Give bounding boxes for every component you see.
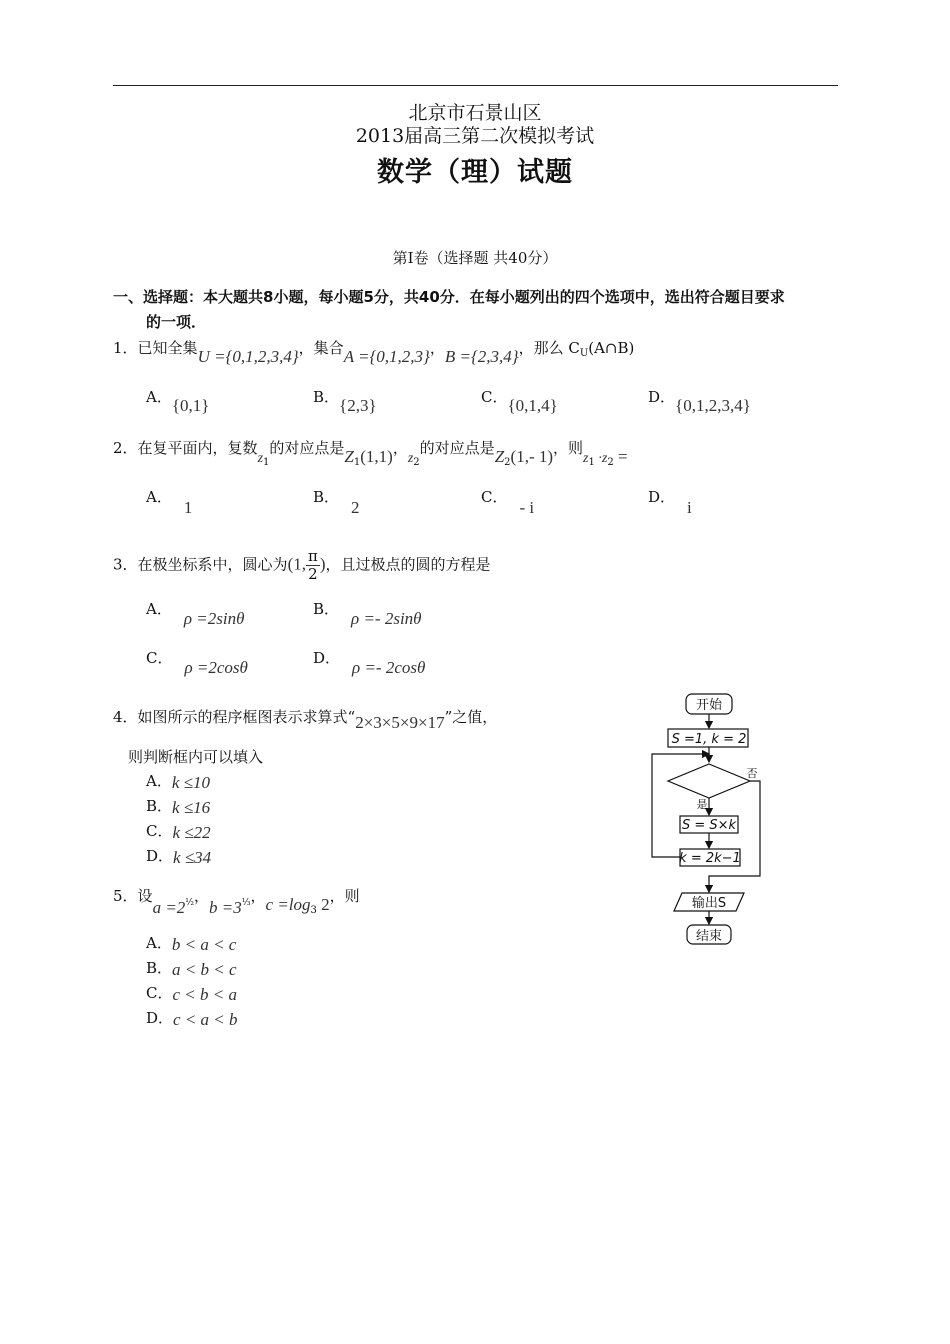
option-b: B．{2,3} <box>313 388 377 415</box>
flowchart-output-label: 输出S <box>691 896 727 911</box>
page-title: 数学（理）试题 <box>377 157 573 188</box>
flowchart-yes-label: 是 <box>696 798 708 811</box>
question-4: 4．如图所示的程序框图表示求算式“2×3×5×9×17”之值， <box>113 708 498 732</box>
fraction-pi-over-2: $\frac{\pi}{2}$ <box>307 547 318 583</box>
flowchart <box>640 688 775 953</box>
flowchart-init-label: S =1, k = 2 <box>671 732 747 747</box>
header-exam: 2013届高三第二次模拟考试 <box>355 125 595 147</box>
option-d: D．k ≤34 <box>146 847 212 867</box>
instruction-line-2: 的一项． <box>146 313 207 331</box>
option-d: D．{0,1,2,3,4} <box>648 388 751 415</box>
header-region: 北京市石景山区 <box>408 102 542 124</box>
section-title: 第Ⅰ卷（选择题 共40分） <box>392 249 558 267</box>
formula-universal-set: U ={0,1,2,3,4} <box>197 347 299 366</box>
question-number: 5． <box>113 887 138 905</box>
option-a: A．b < a < c <box>146 934 237 954</box>
question-2: 2．在复平面内，复数$z_1$的对应点是$Z_1(1,1)$，$z_2$的对应点是$Z_2(1,-$ 1)，则$z_1 \cdot z_2$ = <box>113 439 628 468</box>
option-b: B． ρ =- 2sinθ <box>313 600 422 628</box>
option-a: A．1 <box>146 488 193 517</box>
option-b: B．k ≤16 <box>146 797 211 817</box>
top-rule <box>113 85 838 86</box>
option-a: A．{0,1} <box>146 388 210 415</box>
question-number: 2． <box>113 439 138 457</box>
flowchart-decision <box>668 764 750 798</box>
flowchart-update-s-label: S = S×k <box>681 818 737 833</box>
flowchart-no-label: 否 <box>746 767 758 780</box>
option-c: C．- i <box>481 488 535 517</box>
question-number: 3． <box>113 555 138 574</box>
formula-set-b: B ={2,3,4} <box>444 347 519 366</box>
option-d: D．i <box>648 488 692 517</box>
option-a: A．k ≤10 <box>146 772 210 792</box>
question-number: 4． <box>113 708 138 726</box>
flowchart-start-label: 开始 <box>695 698 723 713</box>
flowchart-end-label: 结束 <box>695 929 723 944</box>
option-b: B．a < b < c <box>146 959 237 979</box>
option-c: C．c < b < a <box>146 984 237 1004</box>
option-a: A． ρ =2sinθ <box>146 600 245 628</box>
question-number: 1． <box>113 339 138 357</box>
option-d: D． ρ =- 2cosθ <box>313 649 426 677</box>
flowchart-update-k-label: k = 2k−1 <box>679 851 741 866</box>
option-c: C． ρ =2cosθ <box>146 649 248 677</box>
option-b: B．2 <box>313 488 360 517</box>
question-4-continuation: 则判断框内可以填入 <box>128 748 264 766</box>
option-d: D．c < a < b <box>146 1009 238 1029</box>
option-c: C．{0,1,4} <box>481 388 558 415</box>
question-1: 1．已知全集U ={0,1,2,3,4}，集合A ={0,1,2,3}，B ={2,3,4}，那么 $C_U(A\cap B)$ <box>113 339 635 366</box>
question-5: 5．设$a =2_{\frac{1}{2}}$，$b =3_{\frac{1}{3}}$，$c =\log_3$ 2，则 <box>113 887 360 917</box>
option-c: C．k ≤22 <box>146 822 211 842</box>
formula-set-a: A ={0,1,2,3} <box>343 347 430 366</box>
instruction-line-1: 一、选择题：本大题共8小题，每小题5分，共40分．在每小题列出的四个选项中，选出符合题目要求 <box>113 288 785 306</box>
question-3: 3．在极坐标系中，圆心为(1, $\frac{\pi}{2}$ )，且过极点的圆的方程是 <box>113 547 491 583</box>
